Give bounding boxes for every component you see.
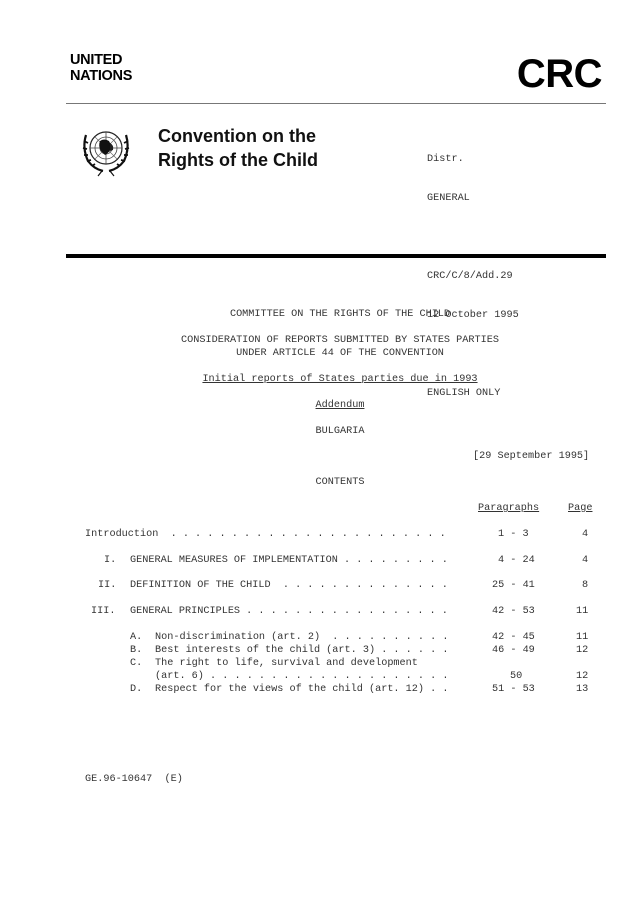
document-body-title (158, 124, 318, 172)
toc-row-label: Non-discrimination (art. 2) . . . . . . . . . . (155, 632, 449, 643)
contents-heading: CONTENTS (315, 477, 365, 488)
toc-row-label: DEFINITION OF THE CHILD . . . . . . . . . . . . . . (130, 580, 448, 591)
header-divider (66, 103, 606, 104)
toc-row-page: 4 (582, 555, 589, 566)
toc-row-number: III. (91, 606, 116, 617)
toc-row-label: (art. 6) . . . . . . . . . . . . . . . . . . . . (155, 671, 449, 682)
submission-date: [29 September 1995] (473, 451, 590, 462)
toc-row-page: 8 (582, 580, 589, 591)
toc-row-label: GENERAL PRINCIPLES . . . . . . . . . . . . . . . . . (130, 606, 448, 617)
distr-general: GENERAL (427, 193, 470, 204)
distribution-block (427, 127, 519, 413)
title-line1: Convention on the (158, 126, 316, 146)
org-name (70, 52, 132, 84)
org-name-line1: UNITED (70, 52, 123, 68)
toc-row-number: II. (98, 580, 117, 591)
toc-row-number: A. (130, 632, 143, 643)
toc-row-paragraphs: 25 - 41 (492, 580, 535, 591)
toc-subrow-a (0, 631, 640, 644)
subtitle-text: Initial reports of States parties due in 1993 (202, 374, 478, 385)
country-heading: BULGARIA (315, 426, 365, 437)
toc-row-label: Introduction . . . . . . . . . . . . . . . . . . . . . . . (85, 529, 446, 540)
toc-row-paragraphs: 51 - 53 (492, 684, 535, 695)
distr-label: Distr. (427, 154, 464, 165)
toc-subrow-d (0, 683, 640, 696)
toc-row-page: 11 (576, 632, 589, 643)
toc-row-paragraphs: 1 - 3 (498, 529, 529, 540)
toc-row-page: 11 (576, 606, 589, 617)
doc-symbol: CRC/C/8/Add.29 (427, 271, 513, 282)
toc-row-number: C. (130, 658, 143, 669)
title-line2: Rights of the Child (158, 150, 318, 170)
toc-row-paragraphs: 42 - 45 (492, 632, 535, 643)
org-name-line2: NATIONS (70, 68, 133, 84)
toc-row-number: D. (130, 684, 143, 695)
toc-col-page: Page (568, 503, 593, 514)
toc-row-section-3 (0, 605, 640, 618)
committee-heading: COMMITTEE ON THE RIGHTS OF THE CHILD (229, 309, 451, 320)
toc-row-number: B. (130, 645, 143, 656)
toc-row-label: The right to life, survival and development (155, 658, 418, 669)
toc-row-number: I. (104, 555, 117, 566)
subtitle (0, 373, 640, 386)
toc-row-paragraphs: 50 (510, 671, 523, 682)
addendum-text: Addendum (315, 400, 365, 411)
toc-row-section-1 (0, 554, 640, 567)
document-series-symbol: CRC (516, 52, 602, 96)
addendum-heading (0, 399, 640, 412)
un-emblem-icon (76, 121, 136, 179)
toc-subrow-b (0, 644, 640, 657)
toc-row-page: 13 (576, 684, 589, 695)
toc-row-page: 12 (576, 645, 589, 656)
toc-col-paragraphs: Paragraphs (478, 503, 540, 514)
toc-row-label: Respect for the views of the child (art. 12) . . (155, 684, 449, 695)
toc-row-label: Best interests of the child (art. 3) . . . . . . (155, 645, 449, 656)
toc-row-paragraphs: 42 - 53 (492, 606, 535, 617)
job-number: GE.96-10647 (E) (85, 774, 183, 785)
toc-row-label: GENERAL MEASURES OF IMPLEMENTATION . . . . . . . . . (130, 555, 448, 566)
toc-row-introduction (0, 528, 640, 541)
toc-row-section-2 (0, 579, 640, 592)
doc-language: ENGLISH ONLY (427, 388, 501, 399)
toc-row-page: 12 (576, 671, 589, 682)
toc-row-paragraphs: 46 - 49 (492, 645, 535, 656)
consideration-heading-line2: UNDER ARTICLE 44 OF THE CONVENTION (236, 348, 444, 359)
doc-date: 12 October 1995 (427, 310, 519, 321)
consideration-heading-line1: CONSIDERATION OF REPORTS SUBMITTED BY STATES PARTIES (181, 335, 499, 346)
toc-subrow-c-continued (0, 670, 640, 683)
toc-row-paragraphs: 4 - 24 (498, 555, 535, 566)
header-thick-divider (66, 254, 606, 258)
toc-subrow-c (0, 657, 640, 670)
toc-row-page: 4 (582, 529, 589, 540)
